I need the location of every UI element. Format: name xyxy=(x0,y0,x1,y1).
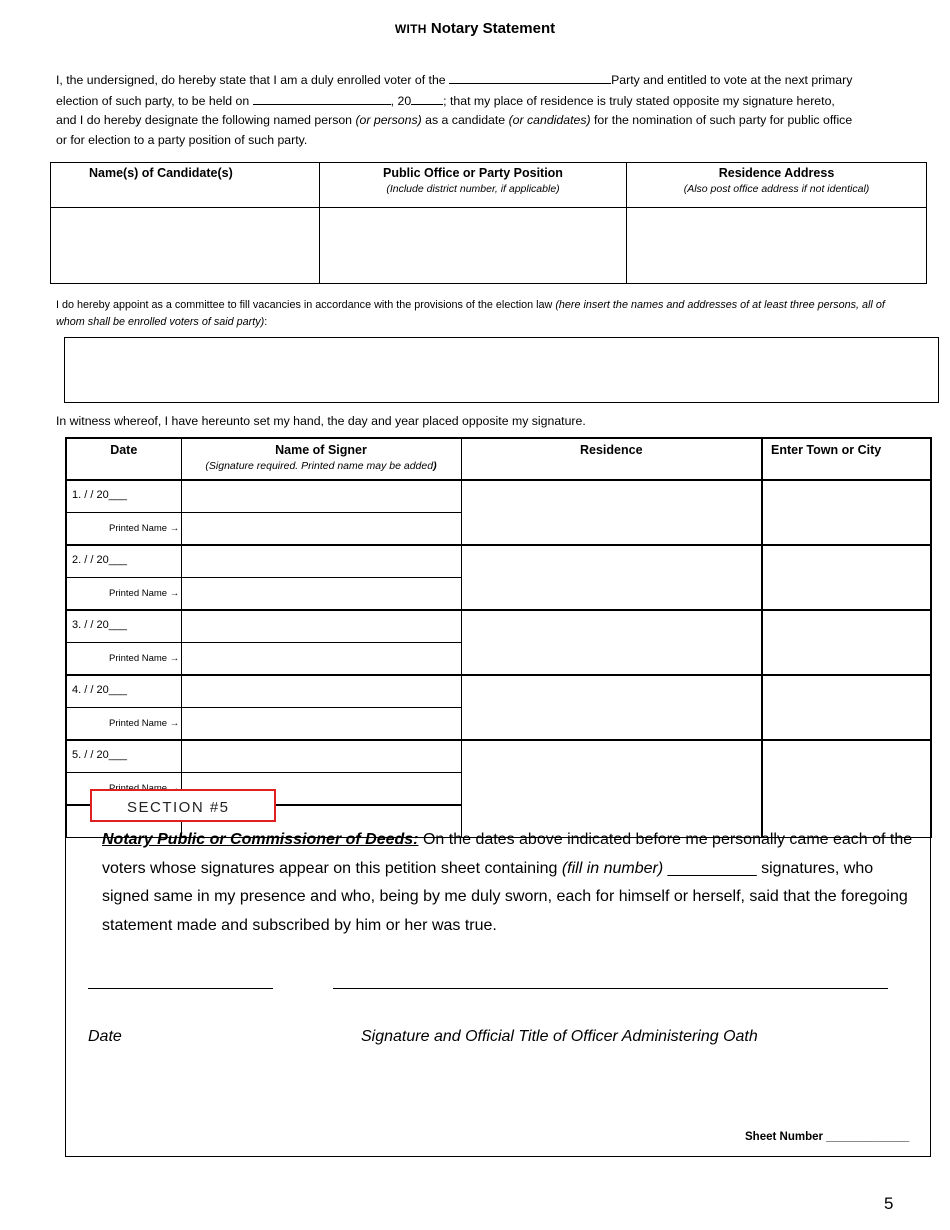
intro-text: as a candidate xyxy=(421,113,509,127)
officer-label: Signature and Official Title of Officer Administering Oath xyxy=(361,1028,758,1045)
date-cell[interactable]: 3. / / 20___ xyxy=(66,610,181,643)
intro-text: or for election to a party position of such party. xyxy=(56,132,308,147)
town-cell[interactable] xyxy=(762,480,931,545)
intro-italic: (or candidates) xyxy=(508,113,591,127)
committee-text: : xyxy=(264,316,268,328)
intro-text: Party and entitled to vote at the next primary xyxy=(611,73,853,87)
printed-name-label: Printed Name → xyxy=(66,643,181,676)
title-prefix: WITH xyxy=(394,22,427,36)
section-label: SECTION #5 xyxy=(90,789,276,822)
printed-name-label: Printed Name → xyxy=(66,578,181,611)
intro-text: for the nomination of such party for public office xyxy=(590,113,853,127)
officer-signature-line[interactable] xyxy=(333,988,888,989)
notary-text: On the dates above indicated before me personally came each of the voters whose signatures appear on this petition sheet containing xyxy=(102,831,913,877)
intro-statement xyxy=(56,70,906,150)
committee-text: I do hereby appoint as a committee to fill vacancies in accordance with the provisions of the election law xyxy=(56,299,556,311)
date-cell[interactable]: 4. / / 20___ xyxy=(66,675,181,708)
residence-cell[interactable] xyxy=(461,675,762,740)
town-header: Enter Town or City xyxy=(762,438,931,480)
intro-text: election of such party, to be held on xyxy=(56,93,253,108)
date-cell[interactable]: 2. / / 20___ xyxy=(66,545,181,578)
signature-cell[interactable] xyxy=(181,610,461,643)
intro-text: I, the undersigned, do hereby state that I am a duly enrolled voter of the xyxy=(56,73,450,87)
party-blank[interactable] xyxy=(449,70,611,84)
town-cell[interactable] xyxy=(762,610,931,675)
town-cell[interactable] xyxy=(762,545,931,610)
intro-text: , 20 xyxy=(390,93,412,108)
date-signature-line[interactable] xyxy=(88,988,273,989)
date-cell[interactable]: 1. / / 20___ xyxy=(66,480,181,513)
office-header: Public Office or Party Position (Include district number, if applicable) xyxy=(320,163,627,208)
notary-statement xyxy=(102,826,924,940)
notary-heading: Notary Public or Commissioner of Deeds: xyxy=(102,831,419,848)
committee-italic: (here insert the names and addresses of at least three persons, all of whom shall be enrolled voters of said party) xyxy=(56,299,885,328)
residence-address-header: Residence Address (Also post office address if not identical) xyxy=(627,163,927,208)
signature-cell[interactable] xyxy=(181,545,461,578)
page-number: 5 xyxy=(884,1194,894,1213)
sheet-number[interactable]: Sheet Number _____________ xyxy=(745,1131,910,1143)
committee-statement xyxy=(56,297,896,331)
printed-name-cell[interactable] xyxy=(181,513,461,546)
date-label: Date xyxy=(88,1028,122,1045)
signer-header: Name of Signer (Signature required. Printed name may be added) xyxy=(181,438,461,480)
intro-italic: (or persons) xyxy=(355,113,422,127)
election-date-blank[interactable] xyxy=(253,91,391,105)
signature-cell[interactable] xyxy=(181,480,461,513)
notary-italic: (fill in number) xyxy=(561,859,664,877)
notary-text: __________ signatures, who signed same in my presence and who, being by me duly sworn, each for himself or herself, said that the foregoing statement made and subscribed by him or her was true. xyxy=(102,859,908,934)
residence-address-cell[interactable] xyxy=(627,208,927,284)
signature-cell[interactable] xyxy=(181,675,461,708)
residence-cell[interactable] xyxy=(461,480,762,545)
printed-name-cell[interactable] xyxy=(181,643,461,676)
printed-name-label: Printed Name → xyxy=(66,708,181,741)
residence-cell[interactable] xyxy=(461,545,762,610)
residence-cell[interactable] xyxy=(461,610,762,675)
witness-statement: In witness whereof, I have hereunto set my hand, the day and year placed opposite my signature. xyxy=(56,414,586,428)
signature-table xyxy=(65,437,932,838)
office-cell[interactable] xyxy=(320,208,627,284)
committee-box[interactable] xyxy=(64,337,939,403)
signature-cell[interactable] xyxy=(181,740,461,773)
title-main: Notary Statement xyxy=(430,20,556,37)
date-header: Date xyxy=(66,438,181,480)
printed-name-cell[interactable] xyxy=(181,578,461,611)
candidate-name-header: Name(s) of Candidate(s) xyxy=(51,163,320,208)
printed-name-cell[interactable] xyxy=(181,708,461,741)
date-cell[interactable]: 5. / / 20___ xyxy=(66,740,181,773)
printed-name-label: Printed Name → xyxy=(66,513,181,546)
candidate-name-cell[interactable] xyxy=(51,208,320,284)
candidate-table xyxy=(50,162,927,284)
year-blank[interactable] xyxy=(411,91,443,105)
intro-text: ; that my place of residence is truly stated opposite my signature hereto, xyxy=(443,93,835,108)
page-title xyxy=(0,20,950,37)
residence-header: Residence xyxy=(461,438,762,480)
intro-text: and I do hereby designate the following named person xyxy=(56,113,356,127)
town-cell[interactable] xyxy=(762,675,931,740)
